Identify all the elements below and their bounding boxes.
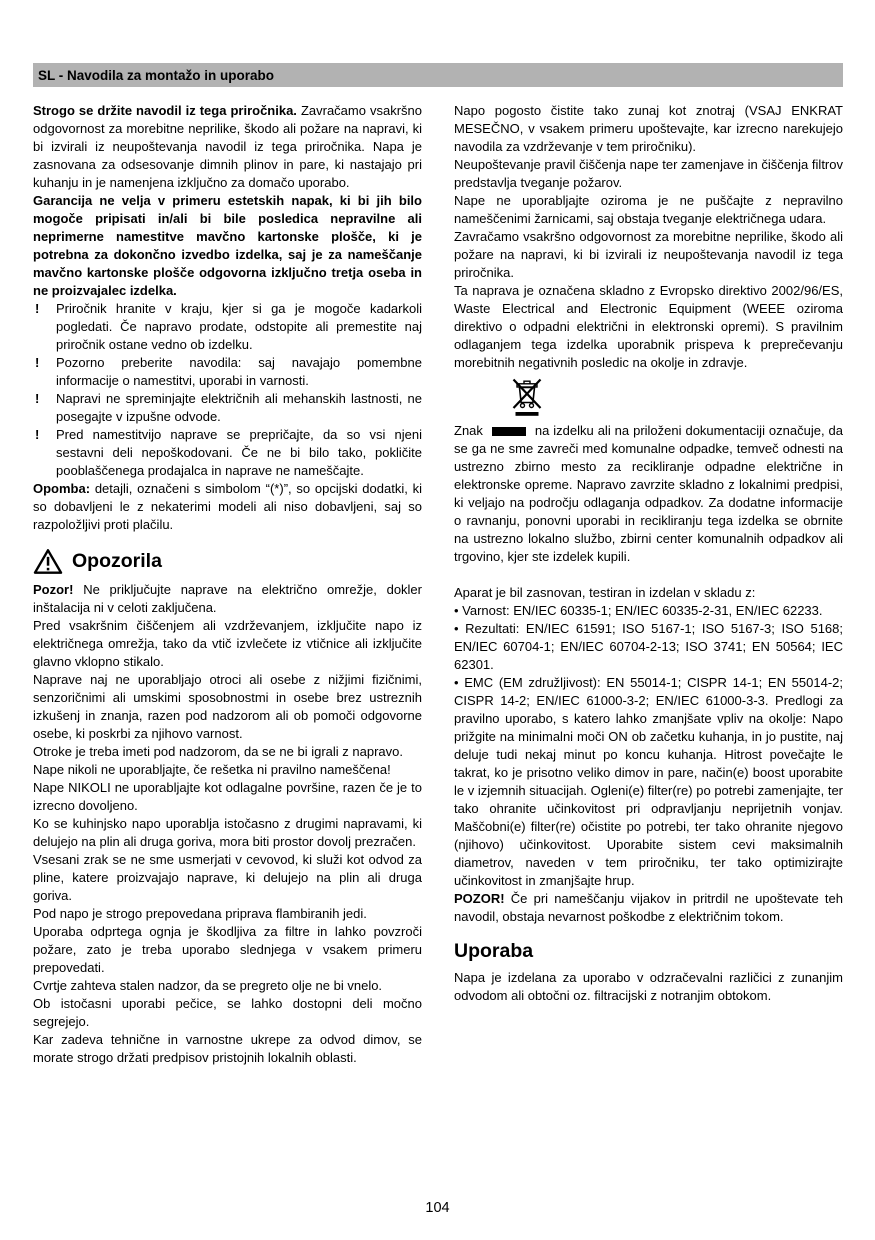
paragraph bbox=[33, 905, 422, 923]
paragraph bbox=[454, 674, 843, 890]
text-run: na izdelku ali na priloženi dokumentaciji označuje, da se ga ne sme zavreči med komunalne odpadke, temveč odnesti na ustrezno zbirno mesto za recikliranje odpadne električne in elektronske opreme. Napravo zavrzite skladno z lokalnimi predpisi, ki veljajo na področju odlaganja odpadkov. Za dodatne informacije o ravnanju, ponovni uporabi in recikliranju tega izdelka se obrnite na ustrezno lokalno službo, zbirni center komunalnih odpadkov ali trgovino, kjer ste izdelek kupili. bbox=[454, 423, 844, 564]
text-run: • Rezultati: EN/IEC 61591; ISO 5167-1; ISO 5167-3; ISO 5168; EN/IEC 60704-1; EN/IEC 60704-2-13; ISO 3741; EN 50564; IEC 62301. bbox=[454, 621, 843, 672]
text-run: Napo pogosto čistite tako zunaj kot znotraj (VSAJ ENKRAT MESEČNO, v vsakem primeru upoštevajte, kar izrecno narekujejo navodila za vzdrževanje v tem priročniku). bbox=[454, 103, 843, 154]
paragraph bbox=[33, 815, 422, 851]
text-run: Pred namestitvijo naprave se prepričajte, da so vsi njeni sestavni deli nepoškodovani. Če ne bi bilo tako, pokličite pooblaščenega prodajalca in naprave ne nameščajte. bbox=[56, 427, 422, 478]
paragraph bbox=[33, 923, 422, 977]
text-run: Aparat je bil zasnovan, testiran in izdelan v skladu z: bbox=[454, 585, 756, 600]
warnings-heading bbox=[33, 548, 422, 575]
paragraph bbox=[454, 969, 843, 1005]
bullet-marker: ! bbox=[35, 391, 40, 406]
usage-heading bbox=[454, 940, 843, 963]
text-run: Otroke je treba imeti pod nadzorom, da se ne bi igrali z napravo. bbox=[33, 744, 403, 759]
note-item bbox=[33, 354, 422, 390]
text-run: Vsesani zrak se ne sme usmerjati v cevovod, ki služi kot odvod za pline, katere proizvajajo naprave, ki delujejo na plin ali druga goriva. bbox=[33, 852, 422, 903]
text-run: detajli, označeni s simbolom “(*)”, so opcijski dodatki, ki so dobavljeni le z nekaterimi modeli ali niso dobavljeni, saj so razpoložljivi proti plačilu. bbox=[33, 481, 422, 532]
paragraph bbox=[33, 995, 422, 1031]
note-item bbox=[33, 426, 422, 480]
paragraph bbox=[454, 192, 843, 228]
text-run: Pod napo je strogo prepovedana priprava flambiranih jedi. bbox=[33, 906, 367, 921]
section-heading-text: Uporaba bbox=[454, 940, 534, 962]
paragraph bbox=[33, 192, 422, 300]
spacer bbox=[454, 566, 843, 584]
paragraph bbox=[33, 581, 422, 617]
paragraph bbox=[454, 890, 843, 926]
text-run: Zavračamo vsakršno odgovornost za morebitne neprilike, škodo ali požare na napravi, ki bi izvirali iz neupoštevanja navodil iz tega priročnika. bbox=[454, 229, 843, 280]
text-run: • Varnost: EN/IEC 60335-1; EN/IEC 60335-2-31, EN/IEC 62233. bbox=[454, 603, 823, 618]
weee-bin-icon-block bbox=[510, 377, 843, 419]
text-run: Ob istočasni uporabi pečice, se lahko dostopni deli močno segrejejo. bbox=[33, 996, 422, 1029]
text-run: Pred vsakršnim čiščenjem ali vzdrževanjem, izključite napo iz električnega omrežja, tako da vtič izvlečete iz vtičnice ali izključite glavno vklopno stikalo. bbox=[33, 618, 422, 669]
content-columns bbox=[33, 102, 843, 1067]
paragraph bbox=[33, 851, 422, 905]
text-run: Napa je izdelana za uporabo v odzračevalni različici z zunanjim odvodom ali obtočni oz. filtracijski z notranjim obtokom. bbox=[454, 970, 843, 1003]
text-run: Nape ne uporabljajte oziroma je ne puščajte z nepravilno nameščenimi žarnicami, saj obstaja tveganje električnega udara. bbox=[454, 193, 843, 226]
bullet-marker: ! bbox=[35, 301, 40, 316]
text-run: • EMC (EM združljivost): EN 55014-1; CISPR 14-1; EN 55014-2; CISPR 14-2; EN/IEC 61000-3-2; EN/IEC 61000-3-3. Predlogi za pravilno uporabo, s katero lahko zmanjšate vpliv na okolje: Napo prižgite na minimalni moči ON ob začetku kuhanja, in jo pustite, naj deluje tudi nekaj minut po koncu kuhanja. Hitrost povečajte le takrat, ko je prisotno veliko dimov in pare, način(e) boost uporabite le v izjemnih situacijah. Ogleni(e) filter(re) po potrebi zamenjajte, ter tako ohranite učinkovitost pri odpravljanju neprijetnih vonjav. Maščobni(e) filter(re) očistite po potrebi, ter tako ohranite njegovo (njihovo) učinkovitost. Uporabite sistem cevi maksimalnih diametrov, naveden v tem priročniku, ter tako optimizirajte učinkovitost in zmanjšajte hrup. bbox=[454, 675, 843, 888]
text-run: Ta naprava je označena skladno z Evropsko direktivo 2002/96/ES, Waste Electrical and Electronic Equipment (WEEE oziroma direktivo o odpadni električni in elektronski opremi). S pravilnim odlaganjem tega izdelka uporabnik prispeva k preprečevanju morebitnih negativnih posledic na okolje in zdravje. bbox=[454, 283, 843, 370]
page-number: 104 bbox=[425, 1200, 450, 1216]
paragraph bbox=[33, 102, 422, 192]
paragraph bbox=[454, 102, 843, 156]
paragraph bbox=[33, 617, 422, 671]
text-run: Strogo se držite navodil iz tega priročnika. bbox=[33, 103, 297, 118]
paragraph bbox=[33, 1031, 422, 1067]
paragraph bbox=[454, 228, 843, 282]
bullet-marker: ! bbox=[35, 355, 40, 370]
section-header-bar bbox=[33, 63, 843, 87]
text-run: Kar zadeva tehnične in varnostne ukrepe za odvod dimov, se morate strogo držati predpisov pristojnih lokalnih oblasti. bbox=[33, 1032, 422, 1065]
text-run: Pozorno preberite navodila: saj navajajo pomembne informacije o namestitvi, uporabi in varnosti. bbox=[56, 355, 422, 388]
paragraph bbox=[33, 761, 422, 779]
text-run: Nape NIKOLI ne uporabljajte kot odlagalne površine, razen če je to izrecno dovoljeno. bbox=[33, 780, 422, 813]
text-run: Opomba: bbox=[33, 481, 91, 496]
weee-bin-icon bbox=[510, 406, 544, 423]
note-item bbox=[33, 300, 422, 354]
paragraph bbox=[33, 779, 422, 815]
note-item bbox=[33, 390, 422, 426]
text-run: Priročnik hranite v kraju, kjer si ga je mogoče kadarkoli pogledati. Če napravo prodate, odstopite ali premestite naj priročnik ostane vedno ob izdelku. bbox=[56, 301, 422, 352]
warning-triangle-icon bbox=[33, 548, 63, 575]
paragraph bbox=[33, 977, 422, 995]
text-run: Zavračamo vsakršno odgovornost za morebitne neprilike, škodo ali požare na napravi, ki bi izvirali iz neupoštevanja navodil iz tega priročnika. Napa je zasnovana za odsesovanje dimnih plinov in pare, ki nastajajo pri kuhanju in je namenjena izključno za domačo uporabo. bbox=[33, 103, 423, 190]
text-run: Pozor! bbox=[33, 582, 74, 597]
paragraph bbox=[33, 743, 422, 761]
paragraph bbox=[33, 480, 422, 534]
paragraph bbox=[454, 602, 843, 620]
left-column bbox=[33, 102, 422, 1067]
paragraph bbox=[454, 422, 843, 566]
paragraph bbox=[454, 156, 843, 192]
paragraph bbox=[454, 282, 843, 372]
text-run: Garancija ne velja v primeru estetskih napak, ki bi jih bilo mogoče pripisati in/ali bi bile posledica nepravilne ali neprimerne namestitve mavčno kartonske plošče, ki je potrebna za dokončno izvedbo izdelka, saj je za nameščanje mavčno kartonske plošče odgovorna izključno tretja oseba in ne proizvajalec izdelka. bbox=[33, 193, 422, 298]
right-column bbox=[454, 102, 843, 1067]
text-run: Uporaba odprtega ognja je škodljiva za filtre in lahko povzroči požare, zato je treba uporabo slednjega v vsakem primeru prepovedati. bbox=[33, 924, 422, 975]
paragraph bbox=[454, 584, 843, 602]
text-run: Če pri nameščanju vijakov in pritrdil ne upoštevate teh navodil, obstaja nevarnost poškodbe z električnim tokom. bbox=[454, 891, 843, 924]
text-run: Ko se kuhinjsko napo uporablja istočasno z drugimi napravami, ki delujejo na plin ali druga goriva, mora biti prostor dovolj prezračen. bbox=[33, 816, 422, 849]
text-run: Naprave naj ne uporabljajo otroci ali osebe z nižjimi fizičnimi, senzoričnimi ali umskimi sposobnostmi in osebe brez ustreznih izkušenj in znanja, razen pod nadzorom ali ob pomoči odgovorne osebe, ki poskrbi za njihovo varnost. bbox=[33, 672, 422, 741]
text-run: Neupoštevanje pravil čiščenja nape ter zamenjave in čiščenja filtrov predstavlja tveganje požarov. bbox=[454, 157, 843, 190]
text-run: Znak bbox=[454, 423, 487, 438]
text-run: POZOR! bbox=[454, 891, 505, 906]
text-run: Nape nikoli ne uporabljajte, če rešetka ni pravilno nameščena! bbox=[33, 762, 391, 777]
paragraph bbox=[33, 671, 422, 743]
bullet-marker: ! bbox=[35, 427, 40, 442]
section-header-title: SL - Navodila za montažo in uporabo bbox=[38, 67, 275, 83]
weee-inline-mark-icon bbox=[487, 423, 531, 438]
text-run: Ne priključujte naprave na električno omrežje, dokler inštalacija ni v celoti zaključena. bbox=[33, 582, 422, 615]
text-run: Napravi ne spreminjajte električnih ali mehanskih lastnosti, ne posegajte v izpušne odvode. bbox=[56, 391, 422, 424]
text-run: Cvrtje zahteva stalen nadzor, da se pregreto olje ne bi vnelo. bbox=[33, 978, 383, 993]
paragraph bbox=[454, 620, 843, 674]
section-heading-text: Opozorila bbox=[72, 550, 162, 572]
